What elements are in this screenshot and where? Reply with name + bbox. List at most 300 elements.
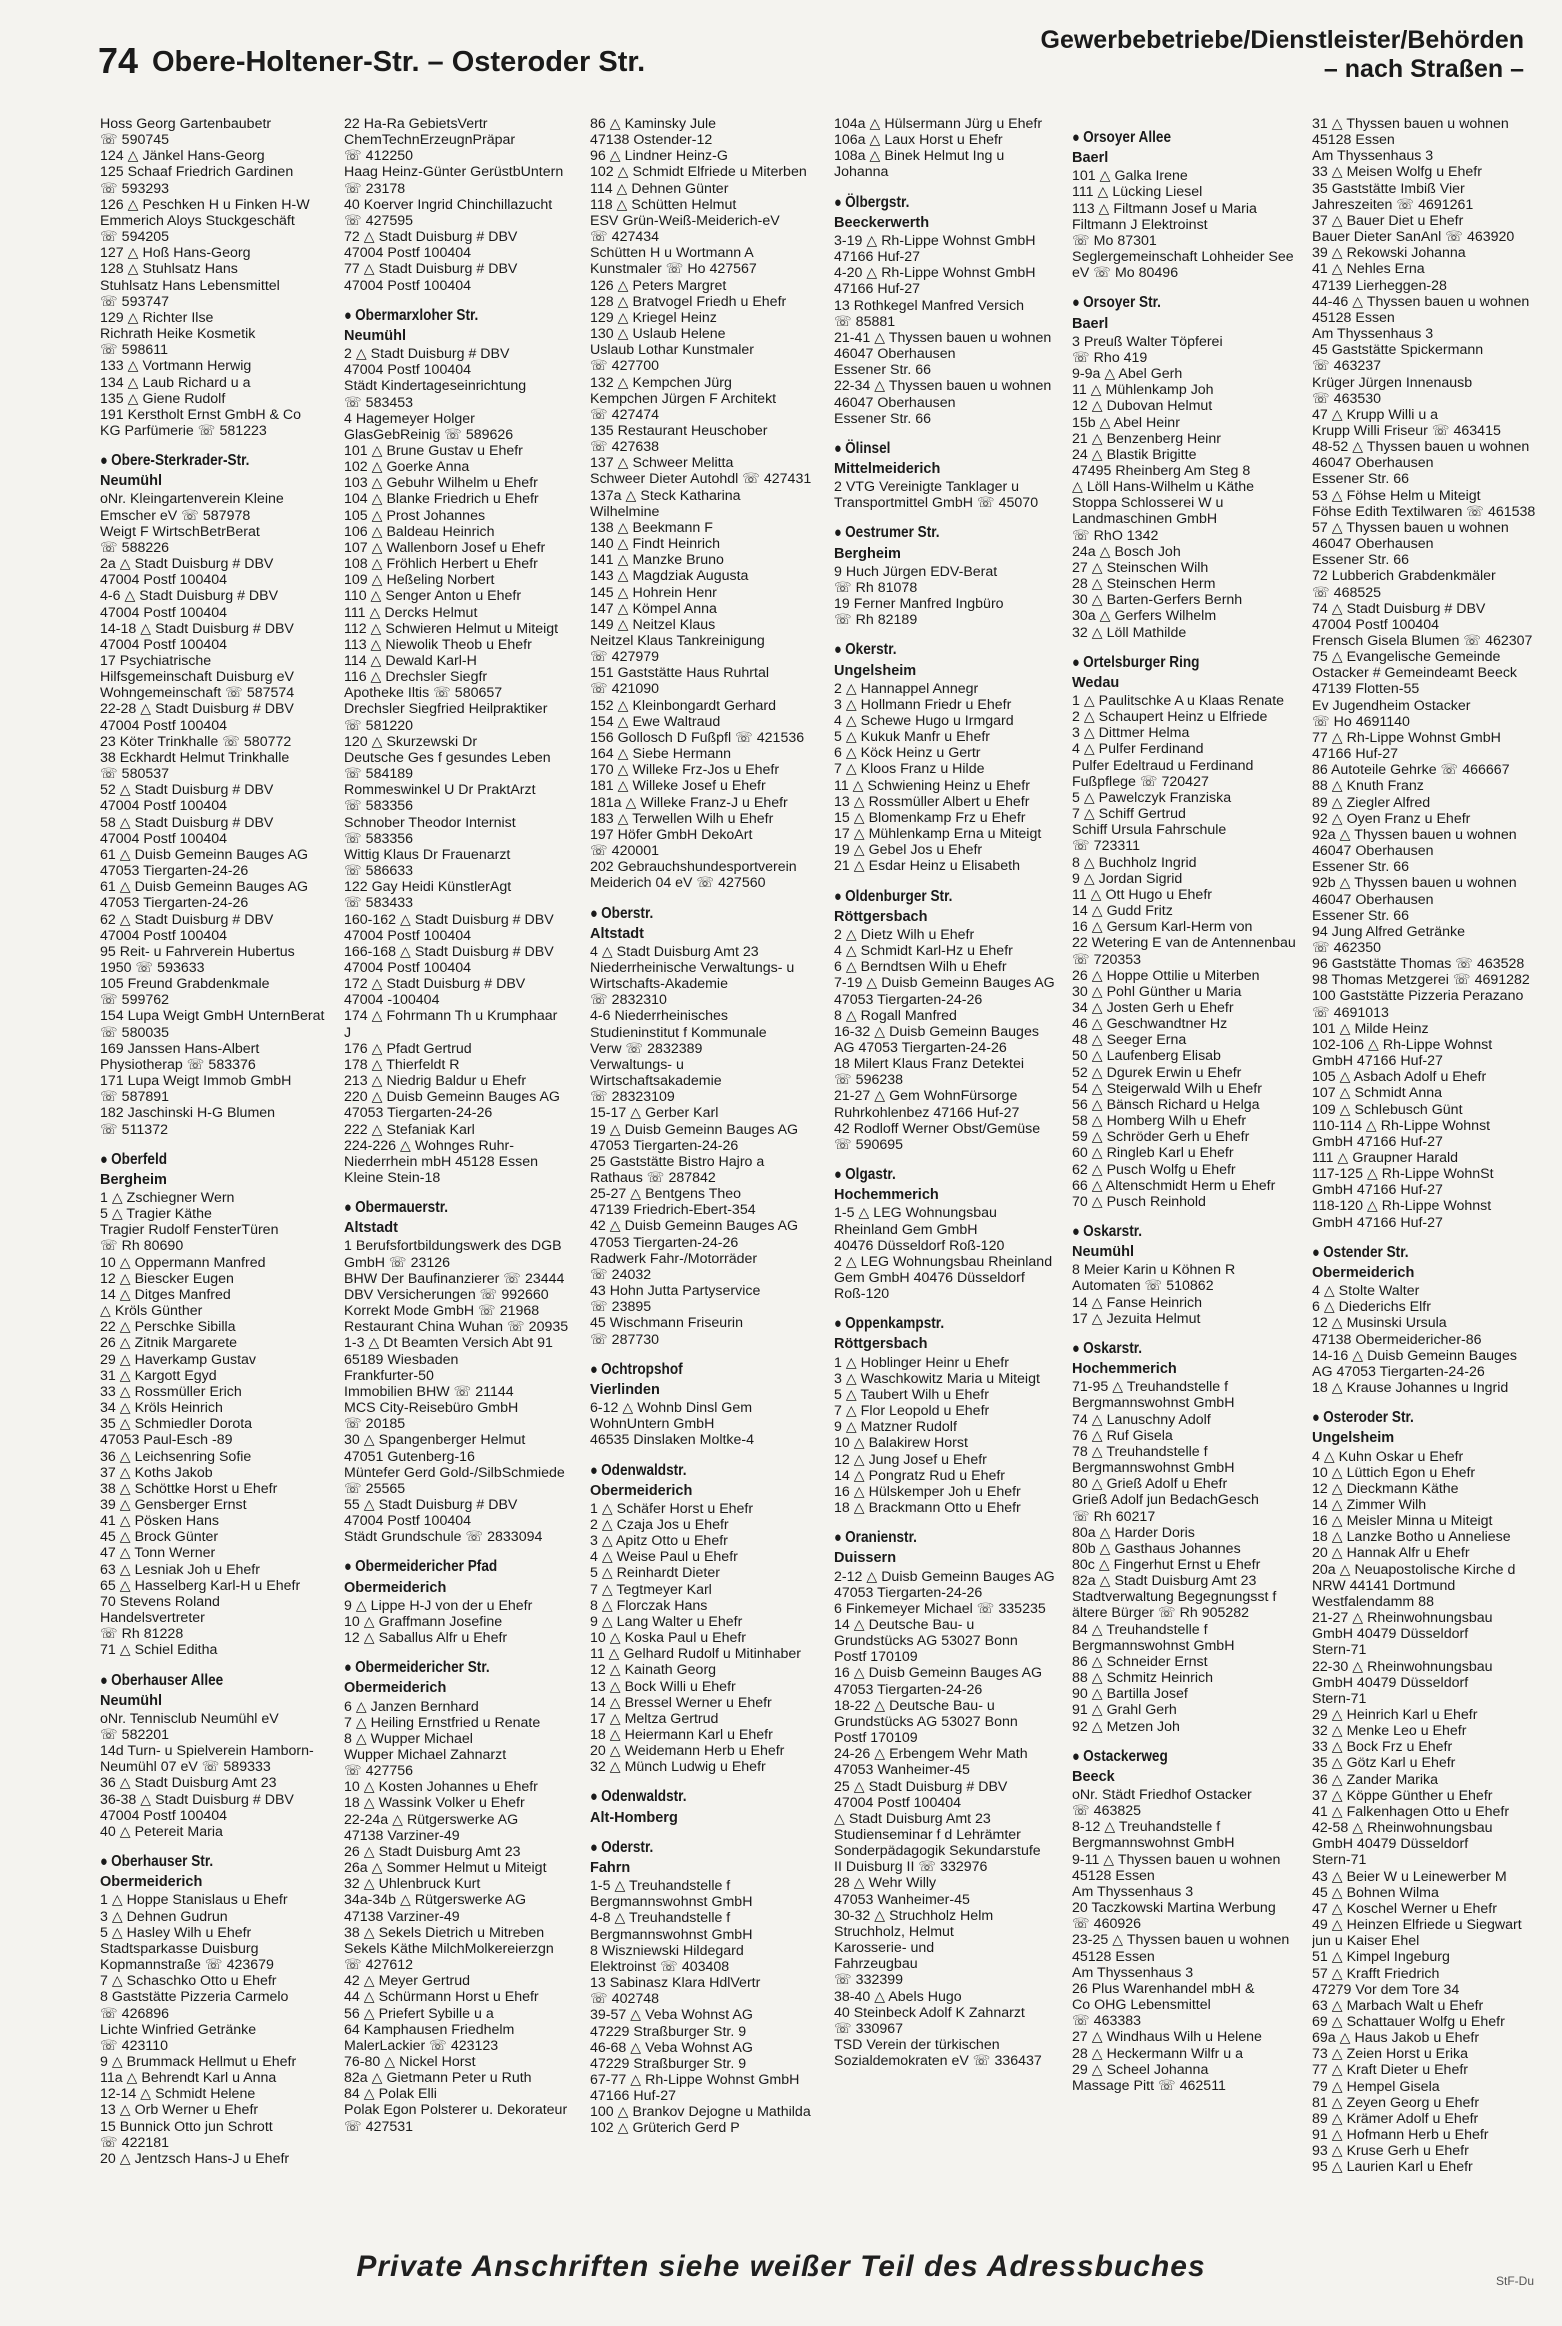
address-entry: 45 △ Brock Günter — [100, 1529, 219, 1546]
address-entry: 70 △ Pusch Reinhold — [1072, 1193, 1206, 1210]
directory-column-3 — [590, 116, 818, 2240]
address-entry: 9-9a △ Abel Gerh — [1072, 366, 1183, 383]
address-entry: Wupper Michael Zahnarzt ☏ 427756 — [344, 1747, 507, 1780]
address-entry: 12-14 △ Schmidt Helene — [100, 2086, 256, 2103]
street-bullet-icon: ● — [590, 1788, 598, 1806]
address-entry: 4 △ Weise Paul u Ehefr — [590, 1549, 738, 1566]
address-entry: 84 △ Treuhandstelle f Bergmannswohnst GmbH — [1072, 1621, 1235, 1654]
address-entry: 71-95 △ Treuhandstelle f Bergmannswohnst GmbH — [1072, 1379, 1235, 1412]
district-label: Neumühl — [344, 327, 407, 344]
address-entry: 197 Höfer GmbH DekoArt ☏ 420001 — [590, 826, 753, 860]
street-bullet-icon: ● — [344, 1659, 352, 1677]
address-entry: 130 △ Uslaub Helene — [590, 326, 726, 343]
address-entry: 12 △ Dieckmann Käthe — [1312, 1480, 1459, 1497]
address-entry: 57 △ Krafft Friedrich 47279 Vor dem Tore 34 — [1312, 1965, 1460, 1998]
district-label: Neumühl — [100, 473, 163, 490]
address-entry: BHW Der Baufinanzierer ☏ 23444 — [344, 1270, 565, 1287]
street-bullet-icon: ● — [1072, 1339, 1080, 1357]
address-entry: 22-34 △ Thyssen bauen u wohnen 46047 Oberhausen Essener Str. 66 — [834, 378, 1052, 427]
directory-column-1 — [100, 116, 328, 2240]
address-entry: 2a △ Stadt Duisburg # DBV 47004 Postf 100404 — [100, 556, 274, 589]
address-entry: 92 △ Oyen Franz u Ehefr — [1312, 810, 1471, 827]
address-entry: 14 △ Ditges Manfred — [100, 1286, 231, 1303]
address-entry: 31 △ Kargott Egyd — [100, 1367, 217, 1384]
address-entry: 6 △ Janzen Bernhard — [344, 1698, 479, 1715]
address-entry: 6 Finkemeyer Michael ☏ 335235 — [834, 1600, 1046, 1617]
street-bullet-icon: ● — [344, 1558, 352, 1576]
address-entry: 2 △ Stadt Duisburg # DBV 47004 Postf 100404 — [344, 346, 510, 379]
street-bullet-icon: ● — [834, 439, 842, 457]
address-entry: Grieß Adolf jun BedachGesch ☏ Rh 60217 — [1072, 1492, 1259, 1525]
address-entry: 72 Lubberich Grabdenkmäler ☏ 468525 — [1312, 568, 1496, 601]
address-entry: Frensch Gisela Blumen ☏ 462307 — [1312, 633, 1533, 649]
address-entry: 6 △ Diederichs Elfr — [1312, 1299, 1431, 1316]
address-entry: 17 △ Mühlenkamp Erna u Miteigt — [834, 826, 1042, 843]
district-label: Obermeiderich — [344, 1579, 447, 1596]
address-entry: oNr. Tennisclub Neumühl eV ☏ 582201 — [100, 1710, 279, 1743]
street-name: Oppenkampstr. — [845, 1315, 945, 1333]
address-entry: Uslaub Lothar Kunstmaler ☏ 427700 — [590, 342, 755, 375]
address-entry: 24 △ Blastik Brigitte 47495 Rheinberg Am Steg 8 — [1072, 446, 1251, 479]
address-entry: 36 △ Leichsenring Sofie — [100, 1448, 252, 1465]
address-entry: 14 △ Fanse Heinrich — [1072, 1294, 1202, 1311]
address-entry: Stadtsparkasse Duisburg Kopmannstraße ☏ 423679 — [100, 1940, 274, 1974]
address-entry: 77 △ Rh-Lippe Wohnst GmbH 47166 Huf-27 — [1312, 729, 1501, 763]
address-entry: 47 △ Tonn Werner — [100, 1545, 216, 1562]
address-entry: 113 △ Niewolik Theob u Ehefr — [344, 636, 532, 653]
address-entry: 17 Psychiatrische Hilfsgemeinschaft Duisburg eV Wohngemeinschaft ☏ 587574 — [100, 653, 295, 702]
address-entry: 143 △ Magdziak Augusta — [590, 568, 749, 585]
address-entry: 69a △ Haus Jakob u Ehefr — [1312, 2030, 1480, 2047]
address-entry: 19 Ferner Manfred Ingbüro ☏ Rh 82189 — [834, 596, 1004, 629]
street-bullet-icon: ● — [100, 452, 108, 470]
address-entry: 107 △ Schmidt Anna — [1312, 1085, 1443, 1102]
street-name: Ostackerweg — [1083, 1747, 1168, 1765]
address-entry: 62 △ Stadt Duisburg # DBV 47004 Postf 100404 — [100, 911, 274, 944]
address-entry: 151 Gaststätte Haus Ruhrtal ☏ 421090 — [590, 665, 770, 698]
address-entry: 10 △ Koska Paul u Ehefr — [590, 1630, 747, 1647]
district-label: Alt-Homberg — [590, 1809, 678, 1826]
address-entry: 5 △ Pawelczyk Franziska — [1072, 789, 1232, 806]
street-heading — [834, 195, 1028, 211]
address-entry: 124 △ Jänkel Hans-Georg — [100, 148, 265, 165]
address-entry: 2 △ Hannappel Annegr — [834, 680, 979, 697]
address-entry: 8-12 △ Treuhandstelle f Bergmannswohnst GmbH — [1072, 1819, 1235, 1852]
address-entry: MCS City-Reisebüro GmbH ☏ 20185 — [344, 1400, 519, 1433]
address-entry: 182 Jaschinski H-G Blumen ☏ 511372 — [100, 1105, 276, 1138]
address-entry: 30 △ Barten-Gerfers Bernh — [1072, 592, 1243, 609]
street-bullet-icon: ● — [1072, 653, 1080, 671]
address-entry: Radwerk Fahr-/Motorräder ☏ 24032 — [590, 1250, 758, 1283]
address-entry: 41 △ Nehles Erna 47139 Lierheggen-28 — [1312, 261, 1447, 294]
address-entry: 7-19 △ Duisb Gemeinn Bauges AG 47053 Tiergarten-24-26 — [834, 975, 1055, 1008]
directory-column-4 — [834, 116, 1062, 2240]
street-name: Oldenburger Str. — [845, 887, 953, 905]
address-entry: 170 △ Willeke Frz-Jos u Ehefr — [590, 762, 780, 779]
address-entry: 5 △ Kukuk Manfr u Ehefr — [834, 729, 991, 746]
address-entry: Lichte Winfried Getränke ☏ 423110 — [100, 2021, 257, 2054]
address-entry: 80 △ Grieß Adolf u Ehefr — [1072, 1476, 1228, 1493]
address-entry: Schütten H u Wortmann A Kunstmaler ☏ Ho 427567 — [590, 245, 757, 278]
street-bullet-icon: ● — [344, 306, 352, 324]
address-entry: Immobilien BHW ☏ 21144 — [344, 1383, 514, 1400]
street-bullet-icon: ● — [100, 1671, 108, 1689]
address-entry: 45 △ Bohnen Wilma — [1312, 1884, 1439, 1901]
address-entry: 2 △ Czaja Jos u Ehefr — [590, 1516, 729, 1533]
address-entry: 2-12 △ Duisb Gemeinn Bauges AG 47053 Tiergarten-24-26 — [834, 1568, 1055, 1601]
street-name: Oberhauser Str. — [111, 1853, 214, 1871]
directory-column-5 — [1072, 116, 1300, 2240]
address-entry: 26 △ Stadt Duisburg Amt 23 — [344, 1843, 521, 1860]
address-entry: 9 △ Matzner Rudolf — [834, 1419, 957, 1436]
address-entry: 13 Sabinasz Klara HdlVertr ☏ 402748 — [590, 1975, 761, 2008]
address-entry: 4-8 △ Treuhandstelle f Bergmannswohnst GmbH — [590, 1910, 753, 1943]
address-entry: 21-41 △ Thyssen bauen u wohnen 46047 Oberhausen Essener Str. 66 — [834, 329, 1052, 379]
address-entry: 2 VTG Vereinigte Tanklager u Transportmittel GmbH ☏ 45070 — [834, 479, 1039, 512]
address-entry: 47 △ Krupp Willi u a — [1312, 406, 1439, 423]
address-entry: 39 △ Rekowski Johanna — [1312, 245, 1466, 262]
street-bullet-icon: ● — [1072, 1747, 1080, 1765]
address-entry: 113 △ Filtmann Josef u Maria — [1072, 200, 1257, 217]
address-entry: 3 △ Hollmann Friedr u Ehefr — [834, 696, 1012, 713]
district-label: Obermeiderich — [100, 1874, 203, 1891]
street-name: Olgastr. — [845, 1166, 896, 1184]
street-heading — [100, 1854, 294, 1870]
address-entry: 35 Gaststätte Imbiß Vier Jahreszeiten ☏ 4691261 — [1312, 180, 1474, 213]
address-entry: 137 △ Schweer Melitta — [590, 455, 734, 472]
address-entry: 108a △ Binek Helmut Ing u Johanna — [834, 148, 1005, 181]
address-entry: 164 △ Siebe Hermann — [590, 746, 732, 763]
address-entry: 38-40 △ Abels Hugo — [834, 1988, 962, 2005]
address-entry: 122 Gay Heidi KünstlerAgt ☏ 583433 — [344, 879, 512, 912]
address-entry: 41 △ Pösken Hans — [100, 1513, 219, 1530]
address-entry: 111 △ Lücking Liesel — [1072, 184, 1203, 201]
address-entry: 20 △ Jentzsch Hans-J u Ehefr — [100, 2150, 290, 2167]
address-entry: 65 △ Hasselberg Karl-H u Ehefr — [100, 1577, 301, 1594]
address-entry: 15b △ Abel Heinr — [1072, 414, 1180, 431]
address-entry: 21-27 △ Gem WohnFürsorge Ruhrkohlenbez 47166 Huf-27 — [834, 1088, 1020, 1121]
address-entry: 89 △ Ziegler Alfred — [1312, 794, 1431, 811]
address-entry: 191 Kerstholt Ernst GmbH & Co KG Parfümerie ☏ 581223 — [100, 406, 302, 439]
address-entry: 61 △ Duisb Gemeinn Bauges AG 47053 Tiergarten-24-26 — [100, 879, 309, 912]
address-entry: 4 △ Stadt Duisburg Amt 23 — [590, 943, 759, 960]
address-entry: 107 △ Wallenborn Josef u Ehefr — [344, 539, 546, 556]
street-heading — [1072, 1224, 1266, 1240]
address-entry: 2 △ Schaupert Heinz u Elfriede — [1072, 709, 1268, 726]
address-entry: 86 △ Kaminsky Jule 47138 Ostender-12 — [590, 116, 717, 149]
address-entry: 35 △ Schmiedler Dorota 47053 Paul-Esch -89 — [100, 1416, 253, 1449]
footer-code: StF-Du — [1495, 2274, 1534, 2288]
address-entry: 79 △ Hempel Gisela — [1312, 2078, 1440, 2095]
street-bullet-icon: ● — [1312, 1409, 1320, 1427]
district-label: Obermeiderich — [590, 1482, 693, 1499]
street-name: Osteroder Str. — [1323, 1409, 1414, 1427]
address-entry: 42-58 △ Rheinwohnungsbau GmbH 40479 Düsseldorf Stern-71 — [1312, 1820, 1493, 1869]
address-entry: Apotheke Iltis ☏ 580657 — [344, 685, 503, 702]
address-entry: 7 △ Schiff Gertrud — [1072, 806, 1186, 823]
address-entry: Müntefer Gerd Gold-/SilbSchmiede ☏ 25565 — [344, 1464, 565, 1497]
address-entry: 120 △ Skurzewski Dr — [344, 733, 478, 750]
street-bullet-icon: ● — [590, 1838, 598, 1856]
address-entry: 1 △ Paulitschke A u Klaas Renate — [1072, 693, 1285, 709]
address-entry: 20 △ Hannak Alfr u Ehefr — [1312, 1545, 1470, 1562]
address-entry: 53 △ Föhse Helm u Miteigt — [1312, 487, 1481, 504]
address-entry: 135 Restaurant Heuschober ☏ 427638 — [590, 422, 768, 456]
address-entry: Sekels Käthe MilchMolkereierzgn ☏ 427612 — [344, 1940, 554, 1974]
address-entry: 11 △ Ott Hugo u Ehefr — [1072, 886, 1212, 903]
address-entry: Korrekt Mode GmbH ☏ 21968 — [344, 1303, 540, 1320]
address-entry: 32 △ Menke Leo u Ehefr — [1312, 1723, 1467, 1740]
address-entry: 4 Hagemeyer Holger GlasGebReinig ☏ 589626 — [344, 410, 514, 443]
address-entry: 140 △ Findt Heinrich — [590, 536, 720, 553]
address-entry: 51 △ Kimpel Ingeburg — [1312, 1949, 1450, 1966]
address-entry: 31 △ Thyssen bauen u wohnen 45128 Essen Am Thyssenhaus 3 — [1312, 116, 1509, 165]
address-entry: 14 △ Bressel Werner u Ehefr — [590, 1694, 772, 1711]
address-entry: 56 △ Priefert Sybille u a — [344, 2005, 494, 2022]
address-entry: 8 △ Rogall Manfred — [834, 1007, 957, 1024]
address-entry: ESV Grün-Weiß-Meiderich-eV ☏ 427434 — [590, 212, 780, 246]
address-entry: 169 Janssen Hans-Albert Physiotherap ☏ 583376 — [100, 1040, 260, 1073]
street-bullet-icon: ● — [590, 1360, 598, 1378]
address-entry: 128 △ Stuhlsatz Hans — [100, 261, 238, 278]
address-entry: 5 △ Taubert Wilh u Ehefr — [834, 1386, 989, 1403]
address-entry: 28 △ Steinschen Herm — [1072, 576, 1216, 593]
street-heading — [100, 453, 294, 469]
street-bullet-icon: ● — [590, 904, 598, 922]
address-entry: 70 Stevens Roland Handelsvertreter ☏ Rh 81228 — [100, 1593, 220, 1643]
address-entry: 77 △ Stadt Duisburg # DBV 47004 Postf 100404 — [344, 261, 518, 294]
address-entry: 36 △ Zander Marika — [1312, 1771, 1439, 1788]
address-entry: 14 △ Gudd Fritz — [1072, 903, 1173, 920]
district-label: Obermeiderich — [1312, 1264, 1415, 1281]
address-entry: 127 △ Hoß Hans-Georg — [100, 245, 251, 262]
address-entry: 58 △ Homberg Wilh u Ehefr — [1072, 1113, 1247, 1130]
address-entry: 28 △ Heckermann Wilfr u a — [1072, 2045, 1243, 2062]
address-entry: 14 △ Pongratz Rud u Ehefr — [834, 1467, 1006, 1484]
address-entry: 45 Wischmann Friseurin ☏ 287730 — [590, 1315, 743, 1348]
district-label: Vierlinden — [590, 1381, 660, 1398]
address-entry: 101 △ Galka Irene — [1072, 168, 1188, 185]
address-entry: 18-22 △ Deutsche Bau- u Grundstücks AG 53027 Bonn Postf 170109 — [834, 1697, 1018, 1747]
street-name: Ortelsburger Ring — [1083, 653, 1200, 671]
address-entry: 3-19 △ Rh-Lippe Wohnst GmbH 47166 Huf-27 — [834, 232, 1036, 266]
address-entry: 29 △ Haverkamp Gustav — [100, 1351, 257, 1368]
address-entry: 183 △ Terwellen Wilh u Ehefr — [590, 810, 774, 827]
address-entry: 24-26 △ Erbengem Wehr Math 47053 Wanheimer-45 — [834, 1746, 1028, 1779]
street-name: Okerstr. — [845, 641, 897, 659]
address-entry: 129 △ Richter Ilse — [100, 309, 214, 326]
district-label: Hochemmerich — [834, 1187, 939, 1204]
street-bullet-icon: ● — [834, 1529, 842, 1547]
address-entry: Stadtverwaltung Begegnungsst f ältere Bürger ☏ Rh 905282 — [1072, 1589, 1277, 1622]
street-bullet-icon: ● — [100, 1853, 108, 1871]
address-entry: 14-18 △ Stadt Duisburg # DBV 47004 Postf 100404 — [100, 620, 294, 653]
address-entry: 2 △ Dietz Wilh u Ehefr — [834, 926, 975, 943]
address-entry: 71 △ Schiel Editha — [100, 1642, 218, 1659]
address-entry: 106a △ Laux Horst u Ehefr — [834, 132, 1003, 149]
address-entry: 20 Taczkowski Martina Werbung ☏ 460926 — [1072, 1900, 1276, 1933]
address-entry: 14d Turn- u Spielverein Hamborn- Neumühl 07 eV ☏ 589333 — [100, 1743, 314, 1776]
address-entry: 166-168 △ Stadt Duisburg # DBV 47004 Postf 100404 — [344, 943, 554, 976]
address-entry: 133 △ Vortmann Herwig — [100, 358, 252, 375]
street-heading — [1312, 1245, 1506, 1261]
address-entry: 8 △ Florczak Hans — [590, 1597, 708, 1614]
street-heading — [1072, 130, 1266, 146]
street-heading — [100, 1673, 294, 1689]
district-label: Hochemmerich — [1072, 1361, 1177, 1378]
address-entry: 16 △ Gersum Karl-Herm von — [1072, 919, 1253, 936]
address-entry: 108 △ Fröhlich Herbert u Ehefr — [344, 556, 538, 573]
address-entry: 56 △ Bänsch Richard u Helga — [1072, 1096, 1260, 1113]
address-entry: 50 △ Laufenberg Elisab — [1072, 1048, 1221, 1065]
address-entry: 63 △ Lesniak Joh u Ehefr — [100, 1561, 260, 1578]
address-entry: 15 △ Blomenkamp Frz u Ehefr — [834, 809, 1026, 826]
address-entry: 5 △ Hasley Wilh u Ehefr — [100, 1924, 252, 1941]
district-label: Bergheim — [100, 1171, 167, 1188]
address-entry: Deutsche Ges f gesundes Leben ☏ 584189 — [344, 749, 551, 783]
address-entry: 27 △ Steinschen Wilh — [1072, 559, 1209, 576]
address-entry: 8 Meier Karin u Köhnen R Automaten ☏ 510862 — [1072, 1262, 1236, 1295]
address-entry: 4-6 △ Stadt Duisburg # DBV 47004 Postf 100404 — [100, 588, 279, 621]
section-title-line-1: Gewerbebetriebe/Dienstleister/Behörden — [1040, 26, 1524, 54]
address-entry: 118-120 △ Rh-Lippe Wohnst GmbH 47166 Huf-27 — [1312, 1198, 1492, 1231]
street-name: Oderstr. — [601, 1838, 654, 1856]
address-entry: 26a △ Sommer Helmut u Miteigt — [344, 1860, 547, 1877]
address-entry: Kempchen Jürgen F Architekt ☏ 427474 — [590, 390, 777, 423]
address-entry: 125 Schaaf Friedrich Gardinen ☏ 593293 — [100, 164, 294, 197]
address-entry: 2 △ LEG Wohnungsbau Rheinland Gem GmbH 40476 Düsseldorf Roß-120 — [834, 1253, 1053, 1303]
address-entry: Tragier Rudolf FensterTüren ☏ Rh 80690 — [100, 1222, 279, 1255]
district-label: Baerl — [1072, 315, 1109, 332]
address-entry: 38 Eckhardt Helmut Trinkhalle ☏ 580537 — [100, 749, 290, 783]
address-entry: Städt Grundschule ☏ 2833094 — [344, 1529, 543, 1546]
address-entry: 22 Ha-Ra GebietsVertr ChemTechnErzeugnPräpar ☏ 412250 — [344, 116, 516, 165]
section-title — [1041, 26, 1524, 84]
address-entry: 105 △ Asbach Adolf u Ehefr — [1312, 1069, 1487, 1086]
address-entry: 69 △ Schattauer Wolfg u Ehefr — [1312, 2013, 1505, 2030]
address-entry: 25 Gaststätte Bistro Hajro a Rathaus ☏ 287842 — [590, 1153, 765, 1186]
address-entry: 88 △ Schmitz Heinrich — [1072, 1670, 1214, 1687]
address-entry: 111 △ Dercks Helmut — [344, 604, 478, 621]
street-heading — [1072, 655, 1266, 671]
address-entry: 25 △ Stadt Duisburg # DBV 47004 Postf 100404 — [834, 1778, 1008, 1811]
address-entry: 29 △ Scheel Johanna — [1072, 2061, 1209, 2078]
address-entry: 128 △ Bratvogel Friedh u Ehefr — [590, 293, 787, 310]
address-entry: TSD Verein der türkischen Sozialdemokraten eV ☏ 336437 — [834, 2037, 1042, 2070]
address-entry: 106 △ Baldeau Heinrich — [344, 523, 495, 540]
address-entry: 92a △ Thyssen bauen u wohnen 46047 Oberhausen Essener Str. 66 — [1312, 826, 1517, 876]
address-entry: 172 △ Stadt Duisburg # DBV 47004 -100404 — [344, 976, 526, 1009]
address-entry: 34 △ Kröls Heinrich — [100, 1400, 223, 1417]
address-entry: oNr. Städt Friedhof Ostacker ☏ 463825 — [1072, 1787, 1252, 1820]
address-entry: 11 △ Mühlenkamp Joh — [1072, 382, 1214, 399]
address-entry: 13 △ Rossmüller Albert u Ehefr — [834, 793, 1030, 810]
address-entry: 9 △ Jordan Sigrid — [1072, 870, 1183, 887]
address-entry: Struchholz, Helmut Karosserie- und Fahrzeugbau ☏ 332399 — [834, 1923, 954, 1989]
address-entry: 15-17 △ Gerber Karl — [590, 1105, 719, 1122]
address-entry: 23 Köter Trinkhalle ☏ 580772 — [100, 733, 292, 750]
address-entry: 86 △ Schneider Ernst — [1072, 1653, 1208, 1670]
address-entry: 21-27 △ Rheinwohnungsbau GmbH 40479 Düsseldorf Stern-71 — [1312, 1610, 1493, 1659]
street-heading — [590, 1789, 784, 1805]
address-entry: 86 Autoteile Gehrke ☏ 466667 — [1312, 762, 1510, 779]
address-entry: 102 △ Grüterich Gerd P — [590, 2120, 740, 2137]
address-entry: 40 Steinbeck Adolf K Zahnarzt ☏ 330967 — [834, 2004, 1025, 2037]
address-entry: 5 △ Reinhardt Dieter — [590, 1565, 720, 1582]
street-name: Ölbergstr. — [845, 193, 910, 211]
address-entry: 96 Gaststätte Thomas ☏ 463528 — [1312, 956, 1525, 973]
street-heading — [1312, 1410, 1506, 1426]
address-entry: 154 Lupa Weigt GmbH UnternBerat ☏ 580035 — [100, 1008, 325, 1041]
address-entry: 6-12 △ Wohnb Dinsl Gem WohnUntern GmbH 46535 Dinslaken Moltke-4 — [590, 1400, 755, 1449]
address-entry: Massage Pitt ☏ 462511 — [1072, 2077, 1226, 2094]
address-entry: 21 △ Benzenberg Heinr — [1072, 430, 1221, 447]
address-entry: Wittig Klaus Dr Frauenarzt ☏ 586633 — [344, 846, 511, 880]
address-entry: 77 △ Kraft Dieter u Ehefr — [1312, 2062, 1469, 2079]
address-entry: 117-125 △ Rh-Lippe WohnSt GmbH 47166 Huf-27 — [1312, 1166, 1494, 1199]
street-heading — [344, 308, 538, 324]
address-entry: Weigt F WirtschBetrBerat ☏ 588226 — [100, 523, 260, 556]
page-header — [0, 0, 1562, 96]
address-entry: 40 Koerver Ingrid Chinchillazucht ☏ 427595 — [344, 196, 553, 229]
address-entry: 213 △ Niedrig Baldur u Ehefr — [344, 1073, 527, 1090]
district-label: Ungelsheim — [834, 662, 917, 679]
address-entry: Schnober Theodor Internist ☏ 583356 — [344, 814, 516, 847]
address-entry: 16 △ Duisb Gemeinn Bauges AG 47053 Tiergarten-24-26 — [834, 1665, 1043, 1698]
address-entry: 33 △ Meisen Wolfg u Ehefr — [1312, 164, 1482, 181]
address-entry: 9 Huch Jürgen EDV-Berat ☏ Rh 81078 — [834, 563, 998, 596]
address-entry: 18 △ Wassink Volker u Ehefr — [344, 1795, 525, 1812]
address-entry: 59 △ Schröder Gerh u Ehefr — [1072, 1129, 1250, 1146]
address-entry: 92 △ Metzen Joh — [1072, 1718, 1180, 1735]
address-entry: 14 △ Deutsche Bau- u Grundstücks AG 53027 Bonn Postf 170109 — [834, 1616, 1018, 1666]
address-entry: 42 △ Meyer Gertrud — [344, 1973, 471, 1990]
district-label: Neumühl — [1072, 1244, 1135, 1261]
street-name: Orsoyer Str. — [1083, 294, 1161, 312]
address-entry: 15 Bunnick Otto jun Schrott ☏ 422181 — [100, 2118, 273, 2151]
street-heading — [834, 441, 1028, 457]
address-entry: 8 △ Buchholz Ingrid — [1072, 854, 1197, 871]
address-entry: 18 Milert Klaus Franz Detektei ☏ 596238 — [834, 1056, 1025, 1089]
address-entry: 20 △ Weidemann Herb u Ehefr — [590, 1743, 785, 1760]
address-entry: 8 Gaststätte Pizzeria Carmelo ☏ 426896 — [100, 1989, 289, 2022]
address-entry: Pulfer Edeltraud u Ferdinand Fußpflege ☏ 720427 — [1072, 757, 1254, 790]
district-label: Duissern — [834, 1550, 897, 1567]
address-entry: Richrath Heike Kosmetik ☏ 598611 — [100, 326, 256, 359]
address-entry: 114 △ Dewald Karl-H — [344, 653, 477, 669]
address-entry: 18 △ Lanzke Botho u Anneliese — [1312, 1529, 1511, 1546]
address-entry: 7 △ Flor Leopold u Ehefr — [834, 1403, 990, 1420]
address-entry: 93 △ Kruse Gerh u Ehefr — [1312, 2143, 1469, 2160]
address-entry: 12 △ Saballus Alfr u Ehefr — [344, 1630, 508, 1647]
address-entry: 3 △ Dittmer Helma — [1072, 725, 1190, 742]
address-entry: 16-32 △ Duisb Gemeinn Bauges AG 47053 Tiergarten-24-26 — [834, 1023, 1039, 1056]
address-entry: 40 △ Petereit Maria — [100, 1823, 223, 1840]
address-entry: 18 △ Brackmann Otto u Ehefr — [834, 1500, 1021, 1517]
street-heading — [1072, 1341, 1266, 1357]
address-entry: 109 △ Heßeling Norbert — [344, 572, 495, 589]
address-entry: 1 △ Zschiegner Wern — [100, 1190, 235, 1206]
street-heading — [834, 525, 1028, 541]
address-entry: 1 △ Hoppe Stanislaus u Ehefr — [100, 1892, 288, 1909]
address-entry: 10 △ Kosten Johannes u Ehefr — [344, 1779, 538, 1796]
street-heading — [344, 1559, 538, 1575]
street-heading — [1072, 1749, 1266, 1765]
street-name: Orsoyer Allee — [1083, 129, 1172, 146]
address-entry: 82a △ Gietmann Peter u Ruth — [344, 2070, 532, 2087]
address-entry: 7 △ Tegtmeyer Karl — [590, 1581, 712, 1598]
district-label: Röttgersbach — [834, 1336, 928, 1353]
